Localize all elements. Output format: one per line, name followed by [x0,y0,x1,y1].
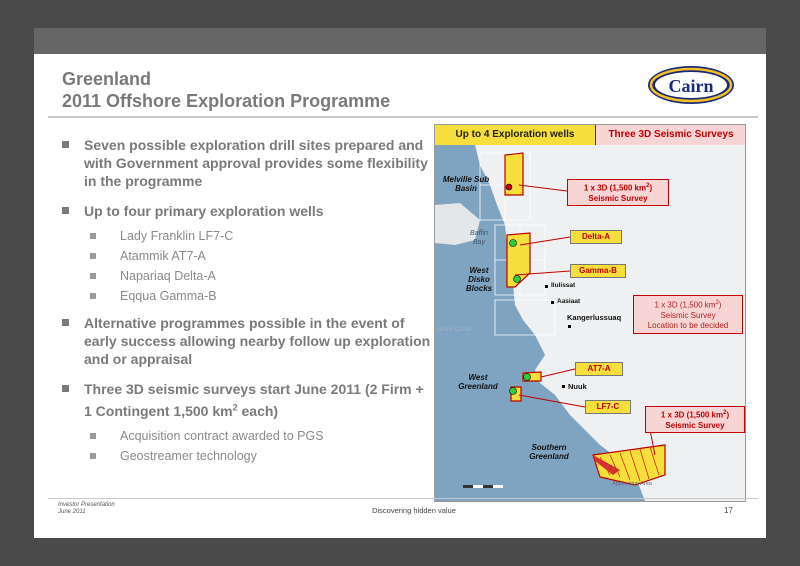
title-line-1: Greenland [62,69,152,89]
callout-text: ) [718,300,722,310]
at7-callout: AT7-A [575,362,623,376]
callout-sup: 2 [723,410,727,416]
callout-text: 1 x 3D (1,500 km [660,410,724,420]
sub-bullet-text: Eqqua Gamma-B [120,289,217,303]
square-bullet-icon [62,207,69,214]
callout-text: 1 x 3D (1,500 km [583,183,647,193]
sub-bullet-text: Napariaq Delta-A [120,269,216,283]
square-bullet-icon [62,385,69,392]
sub-bullet-item [60,428,432,444]
square-bullet-icon [62,319,69,326]
bullet-text: Alternative programmes possible in the event of early success allowing nearby follow up exploration and or appraisal [84,315,431,367]
callout-line: Seismic Survey [660,310,716,320]
bullet-text: Up to four primary exploration wells [84,203,324,219]
sub-bullet-text: Acquisition contract awarded to PGS [120,428,324,443]
sub-bullet-list [60,228,432,304]
footer-line: Investor Presentation [58,502,115,508]
callout-line [646,408,744,421]
bullet-text: Seven possible exploration drill sites prepared and with Government approval provides some flexibility in the programme [84,137,428,189]
sub-bullet-text: Atammik AT7-A [120,249,206,263]
square-bullet-icon [62,141,69,148]
bullet-text-sup: 2 [232,402,238,412]
title-divider [48,116,758,118]
survey-callout-3 [645,406,745,433]
lf7-callout: LF7-C [585,400,631,414]
sub-bullet-list [60,428,432,464]
title-line-2: 2011 Offshore Exploration Programme [62,91,391,111]
callout-line: Seismic Survey [665,420,725,430]
bullet-item [60,136,432,190]
callout-line [568,181,668,194]
logo-text: Cairn [668,76,714,96]
green-well-marker-icon [510,388,517,395]
top-bar [34,28,766,54]
southern-greenland-label: Southern Greenland [529,443,569,461]
sub-bullet-item [60,268,432,284]
greenland-map [434,124,746,502]
application-area-label: Application Area [612,481,652,487]
sub-bullet-text: Geostreamer technology [120,448,257,463]
page-title [62,68,390,112]
callout-text: ) [649,183,653,193]
bullet-item [60,314,432,368]
sub-bullet-item [60,248,432,264]
arctic-circle-label: Arctic Circle [437,326,472,333]
callout-sup: 2 [646,183,650,189]
sub-bullet-item [60,448,432,464]
slide [34,28,766,538]
red-well-marker-icon [506,184,512,190]
town-marker-icon [545,285,548,288]
green-well-marker-icon [524,374,531,381]
baffin-label: Baffin Bay [470,230,488,246]
town-label: Ilulissat [551,282,576,289]
west-greenland-label: West Greenland [458,373,498,391]
town-marker-icon [551,301,554,304]
sub-bullet-item [60,228,432,244]
square-bullet-icon [90,293,96,299]
callout-line: Location to be decided [647,320,729,330]
town-marker-icon [568,325,571,328]
survey-callout-1 [567,179,669,206]
callout-text: 1 x 3D (1,500 km [654,300,716,310]
page-number: 17 [724,506,733,515]
scale-bar [463,485,503,488]
wells-header: Up to 4 Exploration wells [435,125,595,145]
square-bullet-icon [90,433,96,439]
survey-callout-2 [633,295,743,334]
town-marker-icon [562,385,565,388]
bullet-list [60,136,432,474]
callout-text: ) [726,410,730,420]
bullet-text [84,381,424,419]
callout-sup: 2 [715,300,719,306]
bullet-text-part: Three 3D seismic surveys start June 2011 (2 Firm + 1 Contingent 1,500 km [84,381,424,419]
gamma-callout: Gamma-B [570,264,626,278]
footer-divider [48,498,758,499]
callout-line [634,298,742,311]
callout-line: Seismic Survey [588,193,648,203]
surveys-header: Three 3D Seismic Surveys [595,125,746,145]
square-bullet-icon [90,273,96,279]
town-label: Nuuk [568,382,587,391]
bullet-item [60,380,432,420]
square-bullet-icon [90,233,96,239]
town-label: Kangerlussuaq [567,313,622,322]
melville-label: Melville Sub Basin [442,175,490,193]
sub-bullet-text: Lady Franklin LF7-C [120,229,234,243]
sub-bullet-item [60,288,432,304]
west-disko-label: West Disko Blocks [465,266,493,293]
footer-line: June 2011 [58,509,86,515]
cairn-logo [646,64,736,106]
bullet-item [60,202,432,220]
town-label: Aasiaat [557,298,581,305]
square-bullet-icon [90,453,96,459]
delta-callout: Delta-A [570,230,622,244]
bullet-text-part: each) [237,402,279,419]
green-well-marker-icon [514,276,521,283]
footer-tagline: Discovering hidden value [372,506,456,515]
square-bullet-icon [90,253,96,259]
green-well-marker-icon [510,240,517,247]
footer-info [58,502,115,516]
